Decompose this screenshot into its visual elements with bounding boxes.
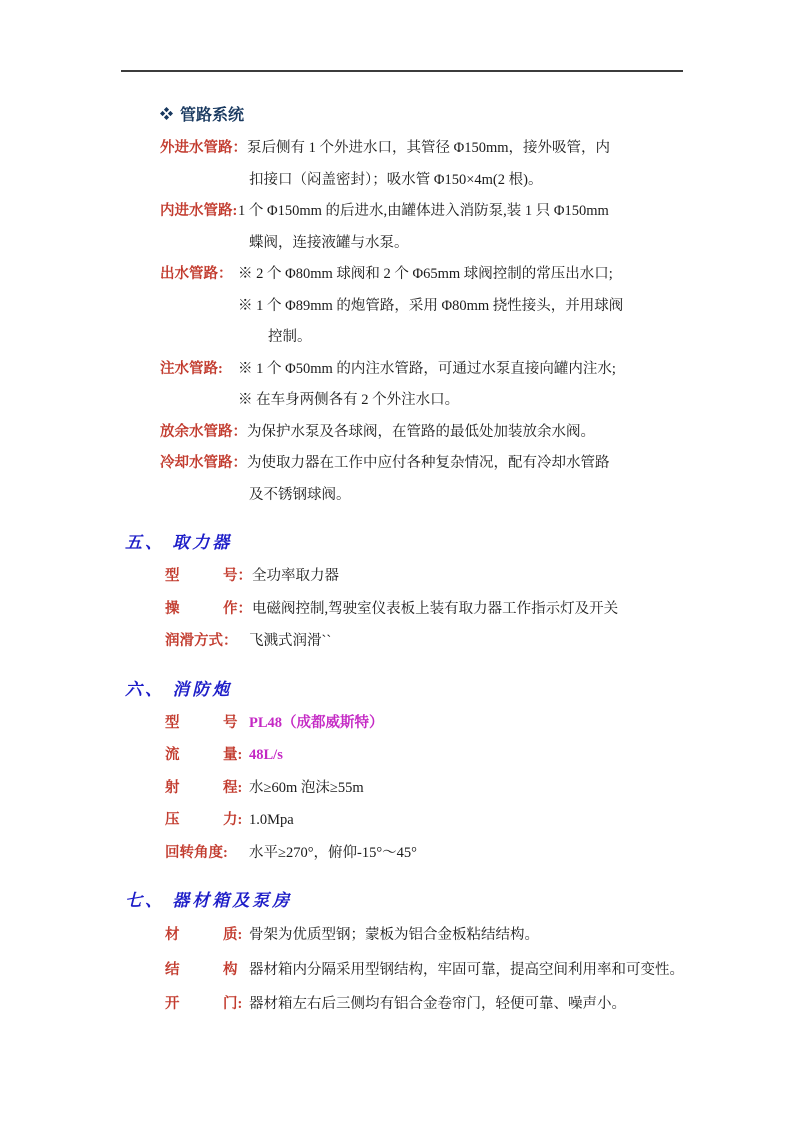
spec-value: PL48（成都威斯特） xyxy=(249,714,384,731)
spec-row-doors xyxy=(165,987,800,1022)
spec-label: 型 号 xyxy=(165,714,238,731)
spec-label: 结 构 xyxy=(165,961,238,978)
pipe-label: 外进水管路： xyxy=(160,140,247,156)
pipe-text: ※ 2 个 Φ80mm 球阀和 2 个 Φ65mm 球阀控制的常压出水口; xyxy=(238,266,613,282)
pipe-item-drain xyxy=(0,417,800,449)
pipe-label: 内进水管路: xyxy=(160,203,238,219)
pipe-text: 为保护水泵及各球阀，在管路的最低处加装放余水阀。 xyxy=(247,423,595,440)
spec-value: 器材箱左右后三侧均有铝合金卷帘门，轻便可靠、噪声小。 xyxy=(249,996,626,1012)
spec-row-lubrication xyxy=(165,625,800,658)
spec-row-model xyxy=(165,560,800,593)
spec-label: 开 门: xyxy=(165,996,243,1012)
pipe-text: ※ 在车身两侧各有 2 个外注水口。 xyxy=(238,392,460,408)
pipe-item-internal-inlet xyxy=(0,196,800,259)
spec-row-material xyxy=(165,918,800,953)
pipe-label: 出水管路： xyxy=(160,266,233,282)
pipe-label: 放余水管路： xyxy=(160,423,247,440)
pipe-item-list xyxy=(0,133,800,511)
pipe-system-heading xyxy=(160,102,800,125)
spec-label: 材 质: xyxy=(165,927,243,943)
spec-row-operation xyxy=(165,593,800,626)
section-power-takeoff xyxy=(0,528,800,658)
spec-label: 流 量: xyxy=(165,747,243,763)
spec-label: 润滑方式： xyxy=(165,633,238,649)
pipe-text: 及不锈钢球阀。 xyxy=(249,486,351,503)
pipe-item-filling xyxy=(0,354,800,417)
spec-value: 飞溅式润滑`` xyxy=(249,633,332,649)
spec-row-range xyxy=(165,772,800,805)
spec-value: 水平≥270°，俯仰-15°～45° xyxy=(249,844,417,861)
pipe-text: 为使取力器在工作中应付各种复杂情况，配有冷却水管路 xyxy=(247,455,610,471)
page-header-rule xyxy=(121,70,683,72)
pipe-text: ※ 1 个 Φ50mm 的内注水管路，可通过水泵直接向罐内注水; xyxy=(238,360,616,377)
spec-row-pressure xyxy=(165,804,800,837)
spec-label: 型 号： xyxy=(165,568,252,584)
spec-row-flow xyxy=(165,739,800,772)
section-heading-equipment-box: 七、 器材箱及泵房 xyxy=(125,891,293,910)
pipe-text: ※ 1 个 Φ89mm 的炮管路，采用 Φ80mm 挠性接头，并用球阀 xyxy=(238,297,624,314)
diamond-icon xyxy=(160,107,173,120)
section-equipment-box xyxy=(0,886,800,1022)
spec-value: 1.0Mpa xyxy=(249,812,294,828)
spec-label: 射 程: xyxy=(165,779,243,796)
spec-label: 回转角度: xyxy=(165,844,228,861)
spec-value: 骨架为优质型钢；蒙板为铝合金板粘结结构。 xyxy=(249,927,539,943)
pipe-item-external-inlet xyxy=(0,133,800,196)
section-fire-monitor xyxy=(0,675,800,870)
spec-value: 48L/s xyxy=(249,747,283,763)
pipe-label: 冷却水管路： xyxy=(160,455,247,471)
pipe-label: 注水管路: xyxy=(160,360,223,377)
pipe-item-cooling xyxy=(0,448,800,511)
spec-label: 压 力: xyxy=(165,812,243,828)
pipe-text: 扣接口（闷盖密封）；吸水管 Φ150×4m(2 根)。 xyxy=(249,171,543,188)
spec-value: 水≥60m 泡沫≥55m xyxy=(249,779,364,796)
section-heading-power-takeoff: 五、 取力器 xyxy=(125,533,233,552)
pipe-system-title: 管路系统 xyxy=(180,107,245,124)
pipe-text: 泵后侧有 1 个外进水口，其管径 Φ150mm，接外吸管，内 xyxy=(247,140,611,156)
pipe-item-outlet xyxy=(0,259,800,354)
document-body xyxy=(0,92,800,1022)
spec-value: 器材箱内分隔采用型钢结构，牢固可靠，提高空间利用率和可变性。 xyxy=(249,961,684,978)
spec-label: 操 作： xyxy=(165,600,252,617)
spec-value: 电磁阀控制,驾驶室仪表板上装有取力器工作指示灯及开关 xyxy=(252,600,619,617)
pipe-text: 蝶阀，连接液罐与水泵。 xyxy=(249,234,409,251)
spec-row-rotation xyxy=(165,837,800,870)
spec-row-model xyxy=(165,707,800,740)
pipe-text: 控制。 xyxy=(268,329,312,345)
pipe-text: 1 个 Φ150mm 的后进水,由罐体进入消防泵,装 1 只 Φ150mm xyxy=(238,203,609,219)
section-heading-fire-monitor: 六、 消防炮 xyxy=(125,679,233,699)
spec-row-structure xyxy=(165,953,800,988)
spec-value: 全功率取力器 xyxy=(252,568,339,584)
